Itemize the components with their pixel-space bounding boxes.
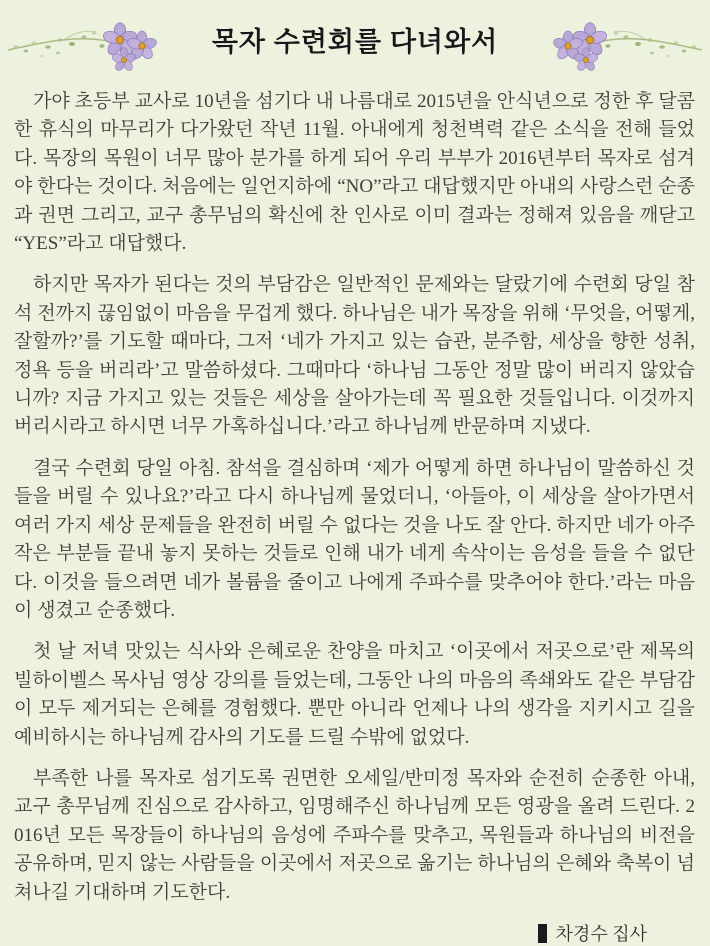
paragraph: 부족한 나를 목자로 섬기도록 권면한 오세일/반미정 목자와 순전히 순종한 아내, 교구 총무님께 진심으로 감사하고, 임명해주신 하나님께 모든 영광을 올려 드린다. 2016년 모든 목장들이 하나님의 음성에 주파수를 맞추고, 목원들과 하나님의 비전을 공유하며, 믿지 않는 사람들을 이곳에서 저곳으로 옮기는 하나님의 은혜와 축복이 넘쳐나길 기대하며 기도한다. (14, 767, 695, 903)
paragraph: 결국 수련회 당일 아침. 참석을 결심하며 ‘제가 어떻게 하면 하나님이 말씀하신 것들을 버릴 수 있나요?’라고 다시 하나님께 물었더니, ‘아들아, 이 세상을 살아가면서 여러 가지 세상 문제들을 완전히 버릴 수 없다는 것을 나도 잘 안다. 하지만 네가 아주 작은 부분들 끝내 놓지 못하는 것들로 인해 내가 네게 속삭이는 음성을 들을 수 없단다. 이것을 들으려면 네가 볼륨을 줄이고 나에게 주파수를 맞추어야 한다.’라는 마음이 생겼고 순종했다. (14, 457, 695, 621)
article-body (0, 84, 710, 946)
flower-branch-icon (4, 16, 156, 72)
paragraph: 하지만 목자가 된다는 것의 부담감은 일반적인 문제와는 달랐기에 수련회 당일 참석 전까지 끊임없이 마음을 무겁게 했다. 하나님은 내가 목장을 위해 ‘무엇을, 어떻게, 잘할까?’를 기도할 때마다, 그저 ‘네가 가지고 있는 습관, 분주함, 세상을 향한 성취, 정욕 등을 버리라’고 말씀하셨다. 그때마다 ‘하나님 그동안 정말 많이 버리지 않았습니까? 지금 가지고 있는 것들은 세상을 살아가는데 꼭 필요한 것들입니다. 이것까지 버리시라고 하시면 너무 가혹하십니다.’라고 하나님께 반문하며 지냈다. (14, 274, 695, 438)
page-title: 목자 수련회를 다녀와서 (211, 27, 499, 57)
paragraph: 첫 날 저녁 맛있는 식사와 은혜로운 찬양을 마치고 ‘이곳에서 저곳으로’란 제목의 빌하이벨스 목사님 영상 강의를 들었는데, 그동안 나의 마음의 족쇄와도 같은 부담감이 모두 제거되는 은혜를 경험했다. 뿐만 아니라 언제나 나의 생각을 지키시고 길을 예비하시는 하나님께 감사의 기도를 드릴 수밖에 없었다. (14, 641, 695, 748)
paragraph: 가야 초등부 교사로 10년을 섬기다 내 나름대로 2015년을 안식년으로 정한 후 달콤한 휴식의 마무리가 다가왔던 작년 11월. 아내에게 청천벽력 같은 소식을 전해 들었다. 목장의 목원이 너무 많아 분가를 하게 되어 우리 부부가 2016년부터 목자로 섬겨야 한다는 것이다. 처음에는 일언지하에 “NO”라고 대답했지만 아내의 사랑스런 순종과 권면 그리고, 교구 총무님의 확신에 찬 인사로 이미 결과는 정해져 있음을 깨닫고 “YES”라고 대답했다. (14, 91, 695, 255)
author-signature (14, 920, 695, 946)
page-header (0, 0, 710, 84)
author-name: 차경수 집사 (555, 923, 647, 944)
signature-bar-icon (538, 924, 547, 943)
flower-branch-icon (554, 16, 706, 72)
